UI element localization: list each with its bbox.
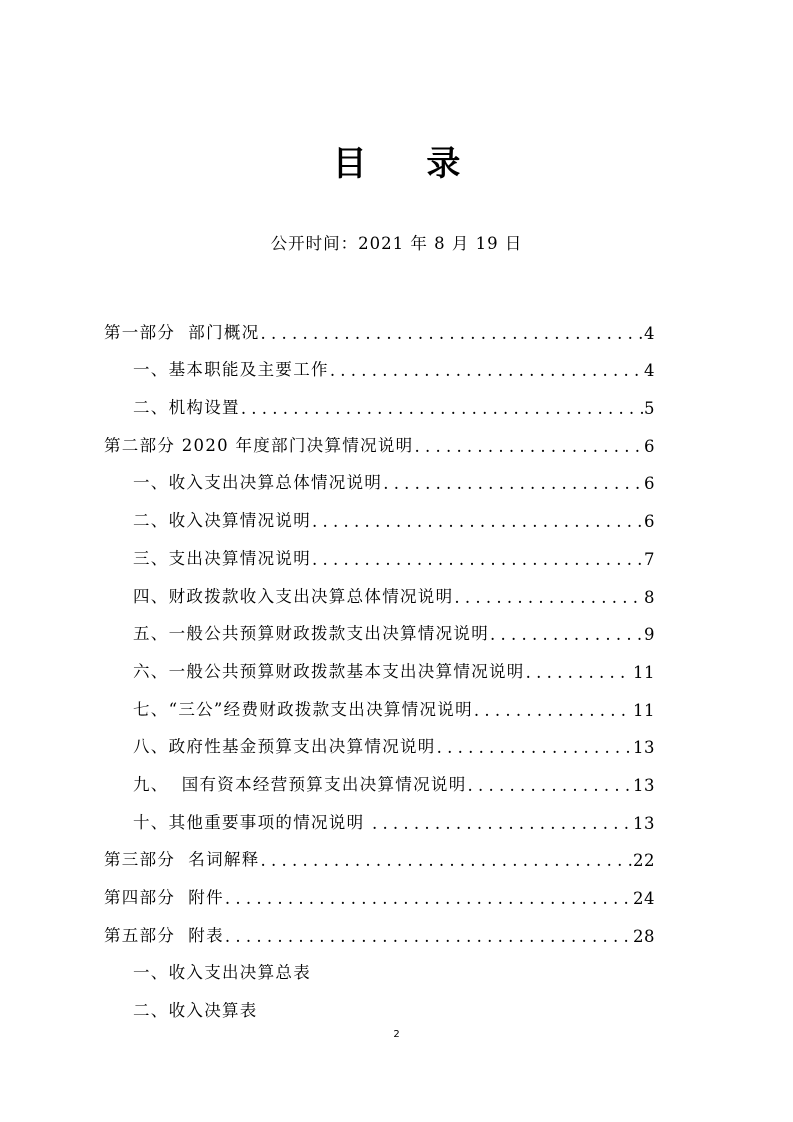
toc-entry-label: 六、一般公共预算财政拨款基本支出决算情况说明 xyxy=(133,661,525,681)
page-number: 2 xyxy=(393,1029,400,1040)
toc-entry-page: 11 xyxy=(633,700,655,720)
toc-entry-page: 6 xyxy=(644,436,655,456)
toc-entry[interactable] xyxy=(104,343,655,381)
toc-entry-label: 二、收入决算表 xyxy=(133,1001,258,1021)
toc-entry-page: 11 xyxy=(633,662,655,682)
toc-dot-leader xyxy=(241,399,643,418)
toc-entry-page: 4 xyxy=(644,361,655,381)
toc-entry-page: 7 xyxy=(644,549,655,569)
toc-dot-leader xyxy=(330,361,643,380)
toc-entry-label: 第三部分 名词解释 xyxy=(104,850,260,870)
toc-entry[interactable] xyxy=(104,795,655,833)
toc-dot-leader xyxy=(225,889,632,908)
toc-dot-leader xyxy=(261,324,644,343)
document-title: 目 录 xyxy=(332,144,485,184)
toc-entry[interactable] xyxy=(104,305,655,343)
publish-date: 公开时间：2021 年 8 月 19 日 xyxy=(270,234,523,253)
toc-entry-label: 五、一般公共预算财政拨款支出决算情况说明 xyxy=(133,624,489,644)
toc-dot-leader xyxy=(372,814,632,833)
toc-entry[interactable] xyxy=(104,607,655,645)
toc-entry[interactable] xyxy=(104,720,655,758)
toc-entry[interactable] xyxy=(104,833,655,871)
toc-dot-leader xyxy=(454,588,643,607)
toc-entry-label: 第五部分 附表 xyxy=(104,925,224,945)
toc-entry-label: 一、基本职能及主要工作 xyxy=(133,360,329,380)
toc-entry-label: 二、收入决算情况说明 xyxy=(133,511,311,531)
toc-entry[interactable] xyxy=(104,569,655,607)
table-of-contents xyxy=(104,305,655,1021)
toc-dot-leader xyxy=(490,625,643,644)
toc-entry[interactable] xyxy=(104,493,655,531)
toc-entry-label: 第一部分 部门概况 xyxy=(104,322,260,342)
toc-dot-leader xyxy=(437,738,632,757)
toc-dot-leader xyxy=(383,474,643,493)
toc-entry-label: 第四部分 附件 xyxy=(104,888,224,907)
toc-entry[interactable] xyxy=(104,983,655,1021)
toc-entry-page: 8 xyxy=(644,587,655,607)
toc-entry-page: 9 xyxy=(644,625,655,645)
toc-dot-leader xyxy=(526,663,632,682)
toc-dot-leader xyxy=(414,437,643,456)
toc-entry-label: 一、收入支出决算总体情况说明 xyxy=(133,473,383,493)
toc-entry[interactable] xyxy=(104,456,655,494)
toc-entry-page: 13 xyxy=(633,738,655,758)
toc-entry-label: 二、机构设置 xyxy=(133,398,240,418)
toc-entry-label: 三、支出决算情况说明 xyxy=(133,548,311,568)
toc-entry[interactable] xyxy=(104,908,655,946)
toc-entry[interactable] xyxy=(104,757,655,795)
toc-dot-leader xyxy=(312,550,643,569)
toc-entry-page: 28 xyxy=(633,926,655,946)
toc-entry[interactable] xyxy=(104,946,655,984)
toc-entry-page: 13 xyxy=(633,813,655,833)
toc-entry-page: 4 xyxy=(644,323,655,343)
toc-entry[interactable] xyxy=(104,380,655,418)
toc-entry-label: 八、政府性基金预算支出决算情况说明 xyxy=(133,737,436,757)
toc-dot-leader xyxy=(474,701,632,720)
toc-entry-page: 6 xyxy=(644,512,655,532)
toc-entry-label: 四、财政拨款收入支出决算总体情况说明 xyxy=(133,586,454,606)
toc-entry-label: 十、其他重要事项的情况说明 xyxy=(133,812,371,832)
toc-entry-page: 24 xyxy=(633,889,655,908)
toc-entry[interactable] xyxy=(104,682,655,720)
toc-entry-label: 七、“三公”经费财政拨款支出决算情况说明 xyxy=(133,699,473,719)
toc-dot-leader xyxy=(225,927,632,946)
toc-entry-page: 6 xyxy=(644,474,655,494)
toc-entry-label: 一、收入支出决算总表 xyxy=(133,963,311,983)
toc-dot-leader xyxy=(312,512,643,531)
toc-entry-page: 22 xyxy=(633,851,655,871)
toc-entry-label: 第二部分 2020 年度部门决算情况说明 xyxy=(104,435,414,455)
toc-entry-page: 5 xyxy=(644,399,655,419)
toc-dot-leader xyxy=(468,776,633,795)
toc-entry-label: 九、 国有资本经营预算支出决算情况说明 xyxy=(133,774,467,794)
toc-entry[interactable] xyxy=(104,644,655,682)
toc-dot-leader xyxy=(261,851,633,870)
toc-entry[interactable] xyxy=(104,418,655,456)
toc-entry[interactable] xyxy=(104,531,655,569)
toc-entry[interactable] xyxy=(104,870,655,908)
toc-entry-page: 13 xyxy=(633,775,655,795)
